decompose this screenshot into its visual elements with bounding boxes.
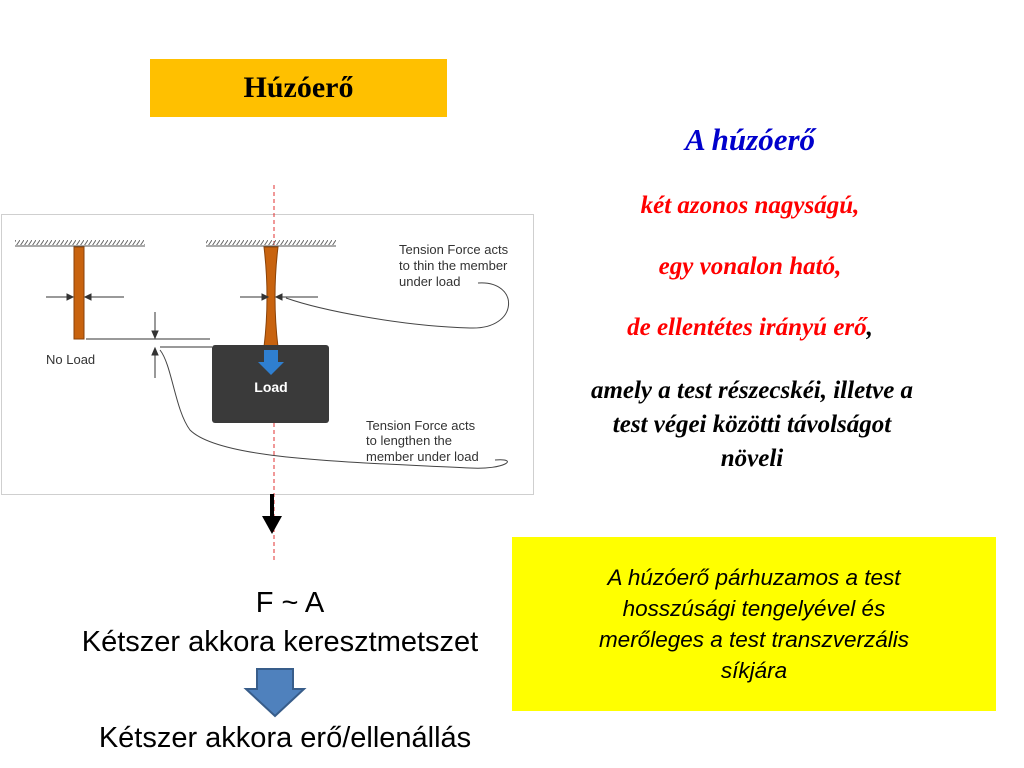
definition-line-1: két azonos nagyságú, <box>640 192 860 219</box>
note-box <box>512 537 996 711</box>
no-load-label: No Load <box>46 352 96 367</box>
note-bottom-line-2: to lengthen the <box>366 433 453 448</box>
note-top-line-1: Tension Force acts <box>399 242 509 257</box>
note-line-2: hosszúsági tengelyével és <box>622 596 886 621</box>
effect-text: Kétszer akkora erő/ellenállás <box>98 722 472 754</box>
cause-text: Kétszer akkora keresztmetszet <box>81 626 479 658</box>
note-bottom-line-3: member under load <box>366 449 479 464</box>
definition-line-4a: amely a test részecskéi, illetve a <box>590 377 914 404</box>
elongation-marker <box>86 312 212 378</box>
note-line-4: síkjára <box>720 658 788 683</box>
definition-line-4b: test végei közötti távolságot <box>612 411 892 438</box>
definition-line-2: egy vonalon ható, <box>658 253 842 280</box>
slide-title: Húzóerő <box>150 59 447 117</box>
width-arrows-left <box>46 294 124 300</box>
definition-line-3-comma: , <box>866 314 873 341</box>
force-arrow-icon <box>262 494 282 534</box>
note-top-pointer <box>286 283 509 328</box>
definition-line-4c: növeli <box>720 445 784 472</box>
tension-diagram <box>0 0 540 570</box>
ceiling-right-icon <box>206 240 336 246</box>
member-unloaded <box>74 247 84 339</box>
formula: F ~ A <box>255 587 325 619</box>
ceiling-left-icon <box>15 240 145 246</box>
width-arrows-right <box>240 294 318 300</box>
note-top-line-2: to thin the member <box>399 258 508 273</box>
definition-line-3-text: de ellentétes irányú erő <box>627 314 867 341</box>
down-arrow-icon <box>243 667 307 719</box>
definition-line-4 <box>522 374 982 476</box>
note-line-3: merőleges a test transzverzális <box>598 627 910 652</box>
note-line-1: A húzóerő párhuzamos a test <box>607 565 901 590</box>
definition-line-3 <box>540 314 960 342</box>
definition-heading: A húzóerő <box>684 122 816 157</box>
load-label: Load <box>254 379 288 395</box>
note-top-line-3: under load <box>399 274 461 289</box>
note-bottom-line-1: Tension Force acts <box>366 418 476 433</box>
